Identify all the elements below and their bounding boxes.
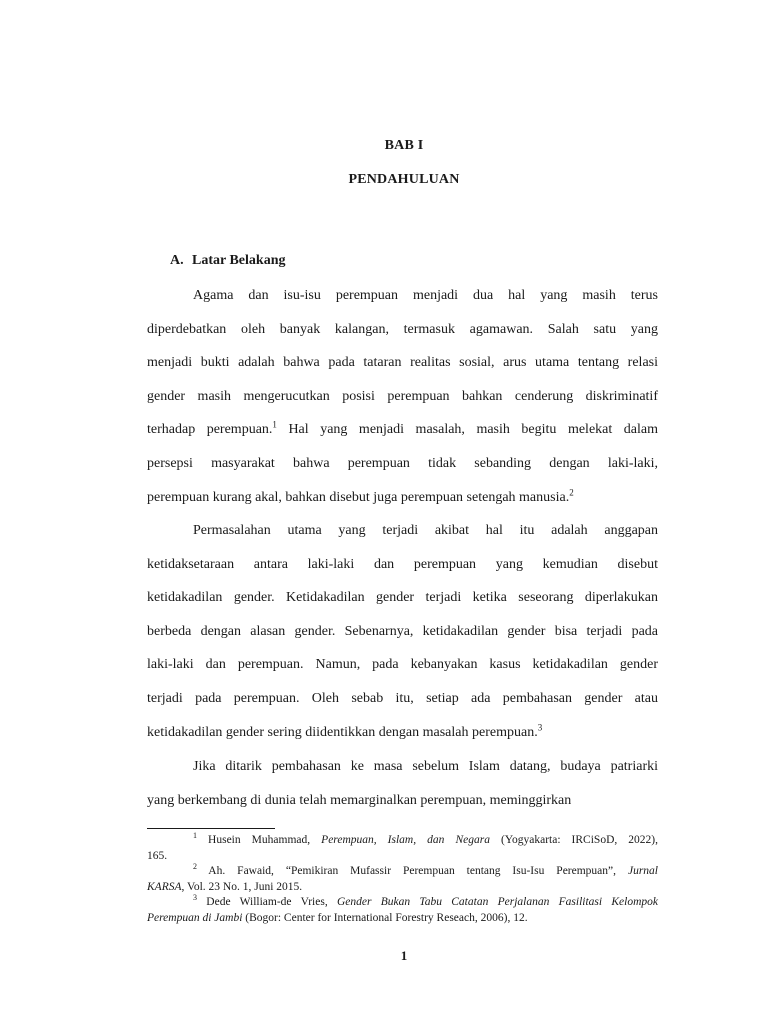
footnote-title: Perempuan, Islam, dan Negara [321,834,490,846]
paragraph-line: gender masih mengerucutkan posisi perempuan bahkan cenderung diskriminatif [147,388,658,404]
footnote-journal: Jurnal [627,865,658,877]
footnote-publication: (Yogyakarta: IRCiSoD, 2022), [489,834,658,846]
footnote-publication: (Bogor: Center for International Forestry Reseach, 2006), 12. [242,911,528,924]
chapter-label: BAB I [384,138,424,153]
line-text: ketidakadilan gender sering diidentikkan dengan masalah perempuan. [147,724,538,740]
footnote-line [147,895,658,911]
paragraph-line [147,420,658,454]
footnote-author: Ah. Fawaid, “Pemikiran Mufassir Perempuan tentang Isu-Isu Perempuan”, [197,865,628,877]
footnote-author: Dede William-de Vries, [197,896,337,908]
paragraph-line: Jika ditarik pembahasan ke masa sebelum Islam datang, budaya patriarki [193,759,658,774]
footnote-line [147,833,658,849]
paragraph-line [147,723,658,757]
line-text: terhadap perempuan. [147,422,273,438]
paragraph-line: ketidakadilan gender. Ketidakadilan gender terjadi ketika seseorang diperlakukan [147,590,658,606]
paragraph-line: berbeda dengan alasan gender. Sebenarnya, ketidakadilan gender bisa terjadi pada [147,623,658,639]
footnote-line: 165. [147,849,168,862]
footnote-1 [147,833,658,864]
footnote-ref-3[interactable]: 3 [537,721,543,732]
paragraph-line [147,488,658,522]
line-text: perempuan kurang akal, bahkan disebut juga perempuan setengah manusia. [147,489,570,505]
footnote-author: Husein Muhammad, [197,834,322,846]
paragraph-line: laki-laki dan perempuan. Namun, pada kebanyakan kasus ketidakadilan gender [147,657,658,673]
paragraph-line: yang berkembang di dunia telah memarginalkan perempuan, meminggirkan [147,792,572,808]
page-number: 1 [400,948,408,963]
footnote-journal: KARSA [147,880,182,893]
footnote-number: 3 [193,893,197,903]
line-text: Hal yang menjadi masalah, masih begitu melekat dalam [276,422,658,438]
paragraph-line: terjadi pada perempuan. Oleh sebab itu, setiap ada pembahasan gender atau [147,690,658,706]
footnote-title: Perempuan di Jambi [147,911,243,924]
footnote-number: 2 [193,862,197,872]
footnote-publication: , Vol. 23 No. 1, Juni 2015. [181,880,303,893]
footnote-line [147,864,658,880]
footnote-line [147,911,658,927]
footnote-ref-1[interactable]: 1 [272,419,277,430]
section-title: Latar Belakang [192,253,286,268]
chapter-title: PENDAHULUAN [348,172,460,187]
paragraph-line: diperdebatkan oleh banyak kalangan, termasuk agamawan. Salah satu yang [147,321,658,337]
footnote-title: Gender Bukan Tabu Catatan Perjalanan Fasilitasi Kelompok [336,896,658,908]
footnote-line [147,880,658,896]
paragraph-line: ketidaksetaraan antara laki-laki dan perempuan yang kemudian disebut [147,556,658,572]
footnote-separator [147,828,275,829]
paragraph-line: persepsi masyarakat bahwa perempuan tidak sebanding dengan laki-laki, [147,455,658,471]
paragraph-2 [147,521,658,756]
paragraph-3 [147,757,658,824]
paragraph-line: Agama dan isu-isu perempuan menjadi dua hal yang masih terus [193,288,658,303]
footnote-2 [147,864,658,895]
section-letter: A. [170,253,184,268]
paragraph-line: menjadi bukti adalah bahwa pada tataran realitas sosial, arus utama tentang relasi [147,355,658,371]
section-heading [170,253,285,269]
paragraph-line: Permasalahan utama yang terjadi akibat hal itu adalah anggapan [193,523,658,538]
paragraph-1 [147,286,658,521]
footnote-number: 1 [193,831,197,841]
footnote-ref-2[interactable]: 2 [569,486,574,497]
footnotes [147,833,658,926]
footnote-3 [147,895,658,926]
